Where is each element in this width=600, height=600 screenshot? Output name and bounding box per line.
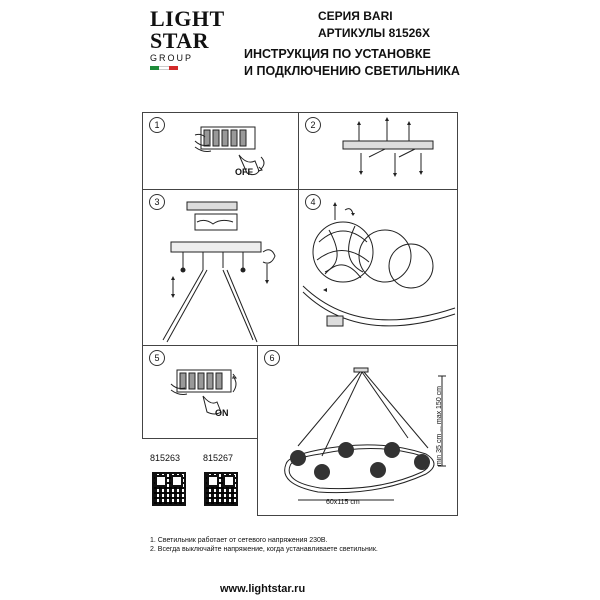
step-2-number: 2 (305, 117, 321, 133)
title-line-2: И ПОДКЛЮЧЕНИЮ СВЕТИЛЬНИКА (244, 64, 460, 78)
step-2-panel (298, 112, 458, 190)
logo-line-1: LIGHT (150, 6, 225, 31)
note-2: 2. Всегда выключайте напряжение, когда устанавливаете светильник. (150, 546, 378, 553)
step-3-panel (142, 189, 299, 346)
series-block (318, 8, 430, 42)
terminal-block-on-illustration (143, 346, 259, 440)
off-label: OFF (235, 167, 253, 177)
step-5-number: 5 (149, 350, 165, 366)
step-3-number: 3 (149, 194, 165, 210)
note-1: 1. Светильник работает от сетевого напряжения 230В. (150, 537, 328, 544)
step-6-number: 6 (264, 350, 280, 366)
size-dimension-label: 60x115 cm (326, 499, 360, 506)
step-1-panel (142, 112, 299, 190)
terminal-block-off-illustration (143, 113, 300, 191)
mounting-plate-illustration (299, 113, 459, 191)
article-code-2: 815267 (203, 453, 234, 463)
notes-list (150, 536, 378, 554)
height-dimension-label: min 35 cm ... max 150 cm (436, 386, 443, 467)
website-link[interactable]: www.lightstar.ru (220, 583, 306, 595)
title-line-1: ИНСТРУКЦИЯ ПО УСТАНОВКЕ (244, 47, 431, 61)
step-6-panel (257, 345, 458, 516)
assembled-chandelier-illustration (258, 346, 459, 517)
logo-line-3: GROUP (150, 53, 194, 63)
qr-code-icon[interactable] (204, 472, 238, 506)
step-1-number: 1 (149, 117, 165, 133)
on-label: ON (215, 408, 229, 418)
shade-attachment-illustration (299, 190, 459, 347)
logo-line-2: STAR (150, 28, 210, 53)
article-code-1: 815263 (150, 453, 181, 463)
italian-flag-icon (150, 66, 178, 70)
step-4-number: 4 (305, 194, 321, 210)
canopy-wiring-illustration (143, 190, 300, 347)
series-name: СЕРИЯ BARI (318, 9, 393, 23)
article-numbers: АРТИКУЛЫ 81526X (318, 26, 430, 40)
page-title (244, 46, 460, 80)
qr-code-icon[interactable] (152, 472, 186, 506)
step-5-panel (142, 345, 258, 439)
brand-logo (150, 8, 230, 70)
step-4-panel (298, 189, 458, 346)
